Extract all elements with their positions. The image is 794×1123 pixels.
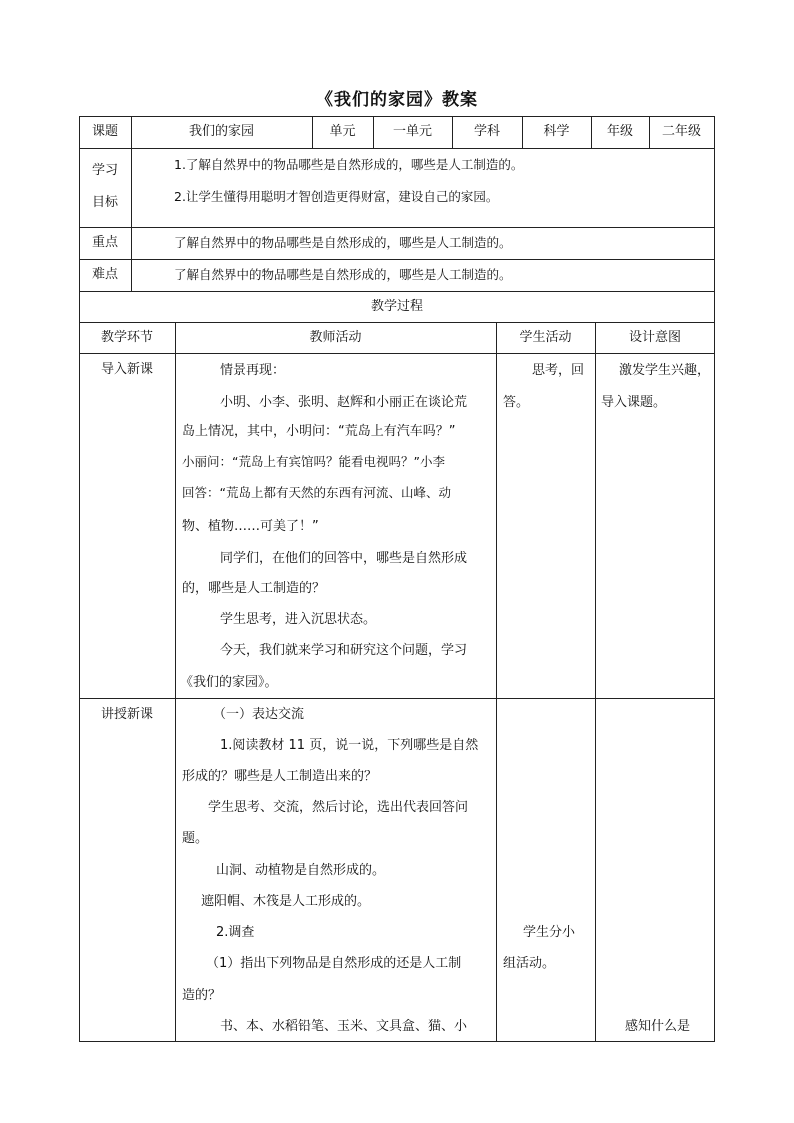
intro-student-line: 思考，回 <box>532 363 585 378</box>
table-border-top <box>79 116 715 117</box>
intro-design-line: 激发学生兴趣， <box>619 363 711 378</box>
lesson-teacher-line: 题。 <box>182 831 209 846</box>
section-name-new-lesson: 讲授新课 <box>100 707 153 722</box>
unit-value: 一单元 <box>392 124 432 139</box>
lesson-teacher-line: 1.阅读教材 11 页，说一说，下列哪些是自然 <box>220 738 479 753</box>
lesson-teacher-line: 造的？ <box>182 988 222 1003</box>
goals-label-line-2: 目标 <box>91 195 118 210</box>
lesson-teacher-line: 形成的？哪些是人工制造出来的？ <box>182 769 378 784</box>
grade-label: 年级 <box>606 124 633 139</box>
lesson-student-line: 组活动。 <box>503 956 556 971</box>
goals-label-line-1: 学习 <box>91 163 118 178</box>
difficulties-text: 了解自然界中的物品哪些是自然形成的，哪些是人工制造的。 <box>174 267 512 282</box>
lesson-teacher-line: 学生思考、交流，然后讨论，选出代表回答问 <box>208 800 469 815</box>
intro-teacher-line: 的，哪些是人工制造的？ <box>182 581 326 596</box>
lesson-teacher-line: （一）表达交流 <box>213 707 305 722</box>
process-heading: 教学过程 <box>370 299 423 314</box>
col-divider <box>496 322 497 1042</box>
intro-teacher-line: 同学们，在他们的回答中，哪些是自然形成 <box>220 551 468 566</box>
grade-value: 二年级 <box>661 124 701 139</box>
subject-label: 学科 <box>473 124 500 139</box>
lesson-design-line: 感知什么是 <box>625 1019 691 1034</box>
intro-design-line: 导入课题。 <box>601 395 667 410</box>
intro-teacher-line: 《我们的家园》。 <box>180 675 278 690</box>
lesson-teacher-line: 2.调查 <box>216 925 255 940</box>
intro-teacher-line: 回答：“荒岛上都有天然的东西有河流、山峰、动 <box>182 485 451 500</box>
row-divider <box>79 259 715 260</box>
lesson-teacher-line: 山洞、动植物是自然形成的。 <box>216 863 386 878</box>
goal-item-2: 2.让学生懂得用聪明才智创造更得财富，建设自己的家园。 <box>174 189 499 204</box>
column-header-design: 设计意图 <box>628 330 681 345</box>
subject-value: 科学 <box>543 124 570 139</box>
lesson-teacher-line: 遮阳帽、木筏是人工形成的。 <box>201 894 371 909</box>
goal-item-1: 1.了解自然界中的物品哪些是自然形成的，哪些是人工制造的。 <box>174 157 524 172</box>
topic-value: 我们的家园 <box>188 124 254 139</box>
intro-teacher-line: 小丽问：“荒岛上有宾馆吗？能看电视吗？”小李 <box>182 454 445 469</box>
col-divider <box>175 322 176 1042</box>
column-header-teacher: 教师活动 <box>309 330 362 345</box>
column-header-stage: 教学环节 <box>100 330 153 345</box>
key-points-label: 重点 <box>91 235 118 250</box>
intro-teacher-line: 岛上情况，其中，小明问：“荒岛上有汽车吗？” <box>182 424 456 439</box>
intro-teacher-line: 物、植物……可美了！” <box>182 519 319 534</box>
document-title: 《我们的家园》教案 <box>316 90 478 110</box>
intro-teacher-line: 情景再现： <box>220 363 286 378</box>
row-divider <box>79 227 715 228</box>
row-divider <box>79 291 715 292</box>
difficulties-label: 难点 <box>91 267 118 282</box>
lesson-plan-table <box>79 116 715 1042</box>
intro-teacher-line: 小明、小李、张明、赵辉和小丽正在谈论荒 <box>220 395 468 410</box>
row-divider <box>79 148 715 149</box>
table-border-right <box>714 116 715 1042</box>
column-header-student: 学生活动 <box>519 330 572 345</box>
col-divider <box>595 322 596 1042</box>
lesson-teacher-line: 书、本、水稻铅笔、玉米、文具盒、猫、小 <box>220 1019 468 1034</box>
lesson-student-line: 学生分小 <box>523 925 576 940</box>
unit-label: 单元 <box>329 124 356 139</box>
intro-teacher-line: 今天，我们就来学习和研究这个问题，学习 <box>220 643 468 658</box>
key-points-text: 了解自然界中的物品哪些是自然形成的，哪些是人工制造的。 <box>174 235 512 250</box>
intro-teacher-line: 学生思考，进入沉思状态。 <box>220 612 377 627</box>
lesson-teacher-line: （1）指出下列物品是自然形成的还是人工制 <box>206 956 462 971</box>
intro-student-line: 答。 <box>503 395 530 410</box>
section-name-intro: 导入新课 <box>100 362 153 377</box>
col-divider <box>131 148 132 291</box>
topic-label: 课题 <box>91 124 118 139</box>
table-border-left <box>79 116 80 1042</box>
